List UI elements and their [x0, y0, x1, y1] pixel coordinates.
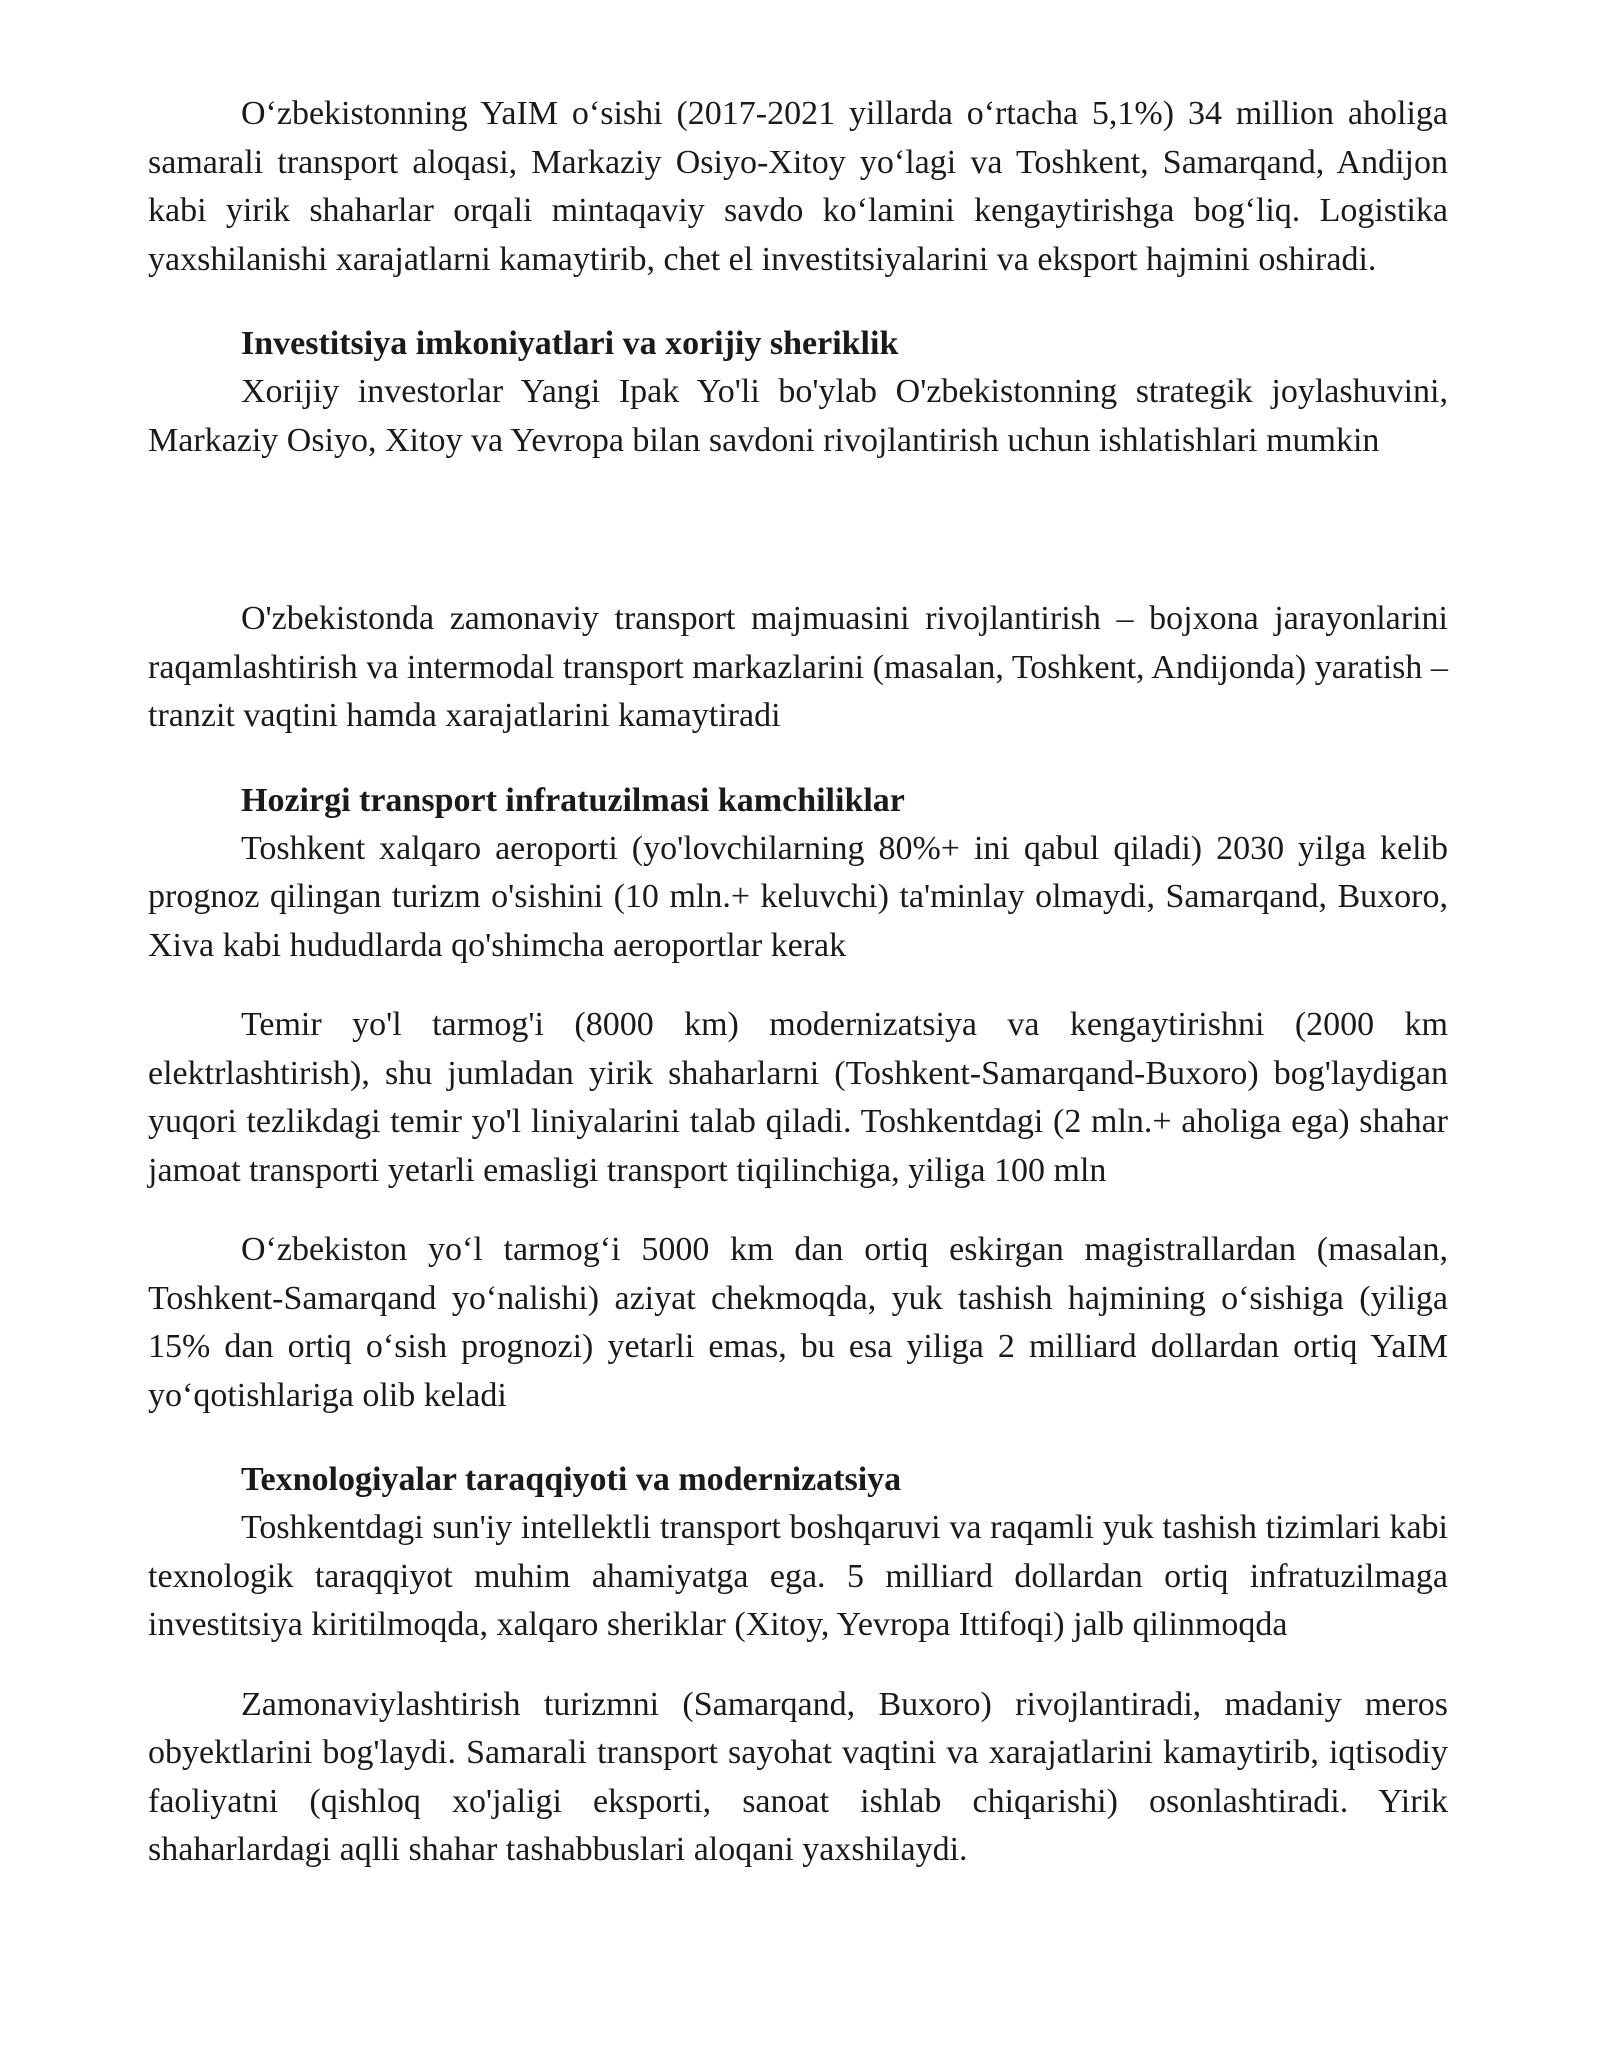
- paragraph-transport-complex: O'zbekistonda zamonaviy transport majmuasini rivojlantirish – bojxona jarayonlarini raqamlashtirish va intermodal transport markazlarini (masalan, Toshkent, Andijonda) yaratish – tranzit vaqtini hamda xarajatlarini kamaytiradi: [148, 600, 1448, 734]
- paragraph-gdp-growth: O‘zbekistonning YaIM o‘sishi (2017-2021 yillarda o‘rtacha 5,1%) 34 million aholiga samarali transport aloqasi, Markaziy Osiyo-Xitoy yo‘lagi va Toshkent, Samarqand, Andijon kabi yirik shaharlar orqali mintaqaviy savdo ko‘lamini kengaytirishga bog‘liq. Logistika yaxshilanishi xarajatlarni kamaytirib, chet el investitsiyalarini va eksport hajmini oshiradi.: [148, 95, 1448, 278]
- paragraph-airport: Toshkent xalqaro aeroporti (yo'lovchilarning 80%+ ini qabul qiladi) 2030 yilga kelib prognoz qilingan turizm o'sishini (10 mln.+ keluvchi) ta'minlay olmaydi, Samarqand, Buxoro, Xiva kabi hududlarda qo'shimcha aeroportlar kerak: [148, 829, 1448, 964]
- spacer: [148, 741, 1448, 777]
- heading-technology-modernization: Texnologiyalar taraqqiyoti va modernizatsiya: [241, 1461, 902, 1498]
- spacer: [148, 465, 1448, 595]
- spacer: [148, 1650, 1448, 1681]
- document-page: [148, 90, 1448, 1875]
- heading-infrastructure-shortcomings: Hozirgi transport infratuzilmasi kamchiliklar: [241, 781, 905, 819]
- paragraph-foreign-investors: Xorijiy investorlar Yangi Ipak Yo'li bo'ylab O'zbekistonning strategik joylashuvini, Markaziy Osiyo, Xitoy va Yevropa bilan savdoni rivojlantirish uchun ishlatishlari mumkin: [148, 373, 1448, 459]
- paragraph-road-network: O‘zbekiston yo‘l tarmog‘i 5000 km dan ortiq eskirgan magistrallardan (masalan, Toshkent-Samarqand yo‘nalishi) aziyat chekmoqda, yuk tashish hajmining o‘sishiga (yiliga 15% dan ortiq o‘sish prognozi) yetarli emas, bu esa yiliga 2 milliard dollardan ortiq YaIM yo‘qotishlariga olib keladi: [148, 1231, 1448, 1414]
- spacer: [148, 970, 1448, 1001]
- spacer: [148, 1195, 1448, 1226]
- heading-investment-opportunities: Investitsiya imkoniyatlari va xorijiy sheriklik: [241, 325, 899, 362]
- paragraph-technology: Toshkentdagi sun'iy intellektli transport boshqaruvi va raqamli yuk tashish tizimlari kabi texnologik taraqqiyot muhim ahamiyatga ega. 5 milliard dollardan ortiq infratuzilmaga investitsiya kiritilmoqda, xalqaro sheriklar (Xitoy, Yevropa Ittifoqi) jalb qilinmoqda: [148, 1509, 1448, 1643]
- paragraph-railway: Temir yo'l tarmog'i (8000 km) modernizatsiya va kengaytirishni (2000 km elektrlashtirish), shu jumladan yirik shaharlarni (Toshkent-Samarqand-Buxoro) bog'laydigan yuqori tezlikdagi temir yo'l liniyalarini talab qiladi. Toshkentdagi (2 mln.+ aholiga ega) shahar jamoat transporti yetarli emasligi transport tiqilinchiga, yiliga 100 mln: [148, 1006, 1448, 1189]
- spacer: [148, 284, 1448, 320]
- paragraph-modernization-tourism: Zamonaviylashtirish turizmni (Samarqand, Buxoro) rivojlantiradi, madaniy meros obyektlarini bog'laydi. Samarali transport sayohat vaqtini va xarajatlarini kamaytirib, iqtisodiy faoliyatni (qishloq xo'jaligi eksporti, sanoat ishlab chiqarishi) osonlashtiradi. Yirik shaharlardagi aqlli shahar tashabbuslari aloqani yaxshilaydi.: [148, 1685, 1448, 1868]
- spacer: [148, 1420, 1448, 1456]
